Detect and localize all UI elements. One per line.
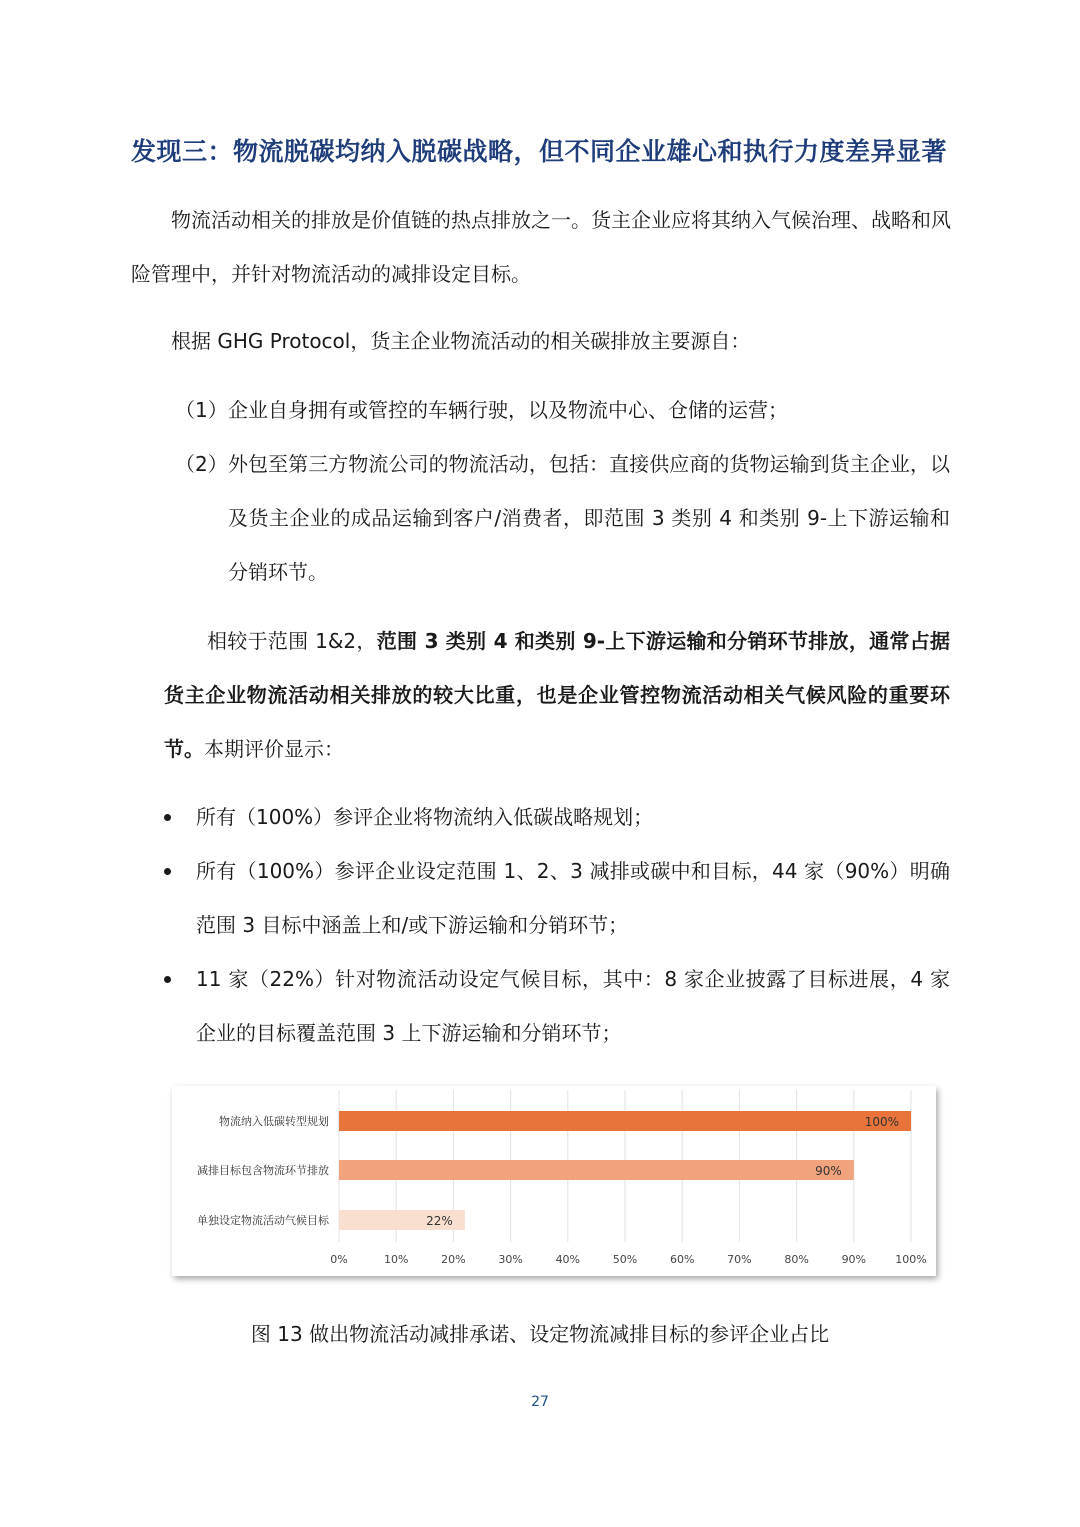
comparison-bold: 范围 3 类别 4 和类别 9-上下游运输和分销环节排放，通常占据货主企业物流活动相关排放的较大比重，也是企业管控物流活动相关气候风险的重要环节。 — [164, 629, 950, 761]
finding-item — [164, 844, 950, 952]
x-tick-label: 90% — [841, 1253, 867, 1266]
x-tick-label: 20% — [441, 1253, 466, 1266]
source-paragraph: 根据 GHG Protocol，货主企业物流活动的相关碳排放主要源自： — [171, 329, 751, 353]
finding-item — [164, 952, 950, 1060]
x-tick-label: 30% — [498, 1253, 523, 1266]
findings-list — [164, 790, 950, 1060]
comparison-lead: 相较于范围 1&2， — [207, 629, 377, 653]
x-tick-label: 60% — [669, 1253, 695, 1266]
value-label: 100% — [864, 1115, 899, 1129]
list-marker: （2） — [175, 452, 228, 476]
finding-text: 所有（100%）参评企业设定范围 1、2、3 减排或碳中和目标，44 家（90%）明确范围 3 目标中涵盖上和/或下游运输和分销环节； — [196, 859, 950, 937]
finding-item — [164, 790, 950, 844]
list-text: 企业自身拥有或管控的车辆行驶，以及物流中心、仓储的运营； — [228, 398, 788, 422]
x-tick-label: 0% — [330, 1253, 348, 1266]
x-tick-label: 80% — [784, 1253, 809, 1266]
comparison-paragraph — [164, 614, 950, 776]
category-label: 单独设定物流活动气候目标 — [197, 1214, 329, 1227]
list-marker: （1） — [175, 398, 228, 422]
list-item-2 — [175, 437, 950, 599]
x-tick-label: 100% — [895, 1253, 927, 1266]
value-label: 22% — [426, 1214, 453, 1228]
comparison-tail: 本期评价显示： — [204, 737, 344, 761]
list-item-1 — [175, 383, 950, 437]
x-tick-label: 40% — [555, 1253, 581, 1266]
x-tick-label: 50% — [612, 1253, 638, 1266]
finding-text: 11 家（22%）针对物流活动设定气候目标，其中：8 家企业披露了目标进展，4 家企业的目标覆盖范围 3 上下游运输和分销环节； — [196, 967, 950, 1045]
figure-caption: 图 13 做出物流活动减排承诺、设定物流减排目标的参评企业占比 — [250, 1322, 830, 1346]
finding-text: 所有（100%）参评企业将物流纳入低碳战略规划； — [196, 805, 654, 829]
intro-paragraph: 物流活动相关的排放是价值链的热点排放之一。货主企业应将其纳入气候治理、战略和风险管理中，并针对物流活动的减排设定目标。 — [131, 208, 951, 286]
list-text: 外包至第三方物流公司的物流活动，包括：直接供应商的货物运输到货主企业，以及货主企业的成品运输到客户/消费者，即范围 3 类别 4 和类别 9-上下游运输和分销环节。 — [228, 452, 950, 584]
bullet-dot-icon — [164, 814, 171, 821]
value-label: 90% — [815, 1164, 842, 1178]
bar-chart — [172, 1086, 936, 1276]
bullet-dot-icon — [164, 976, 171, 983]
page-number: 27 — [531, 1394, 549, 1410]
bullet-dot-icon — [164, 868, 171, 875]
bar — [339, 1160, 854, 1180]
x-tick-label: 70% — [727, 1253, 752, 1266]
bar-chart-frame — [172, 1086, 936, 1276]
bar — [339, 1111, 911, 1131]
category-label: 减排目标包含物流环节排放 — [197, 1164, 329, 1177]
section-heading: 发现三：物流脱碳均纳入脱碳战略，但不同企业雄心和执行力度差异显著 — [131, 137, 948, 166]
category-label: 物流纳入低碳转型规划 — [219, 1115, 329, 1128]
x-tick-label: 10% — [383, 1253, 409, 1266]
